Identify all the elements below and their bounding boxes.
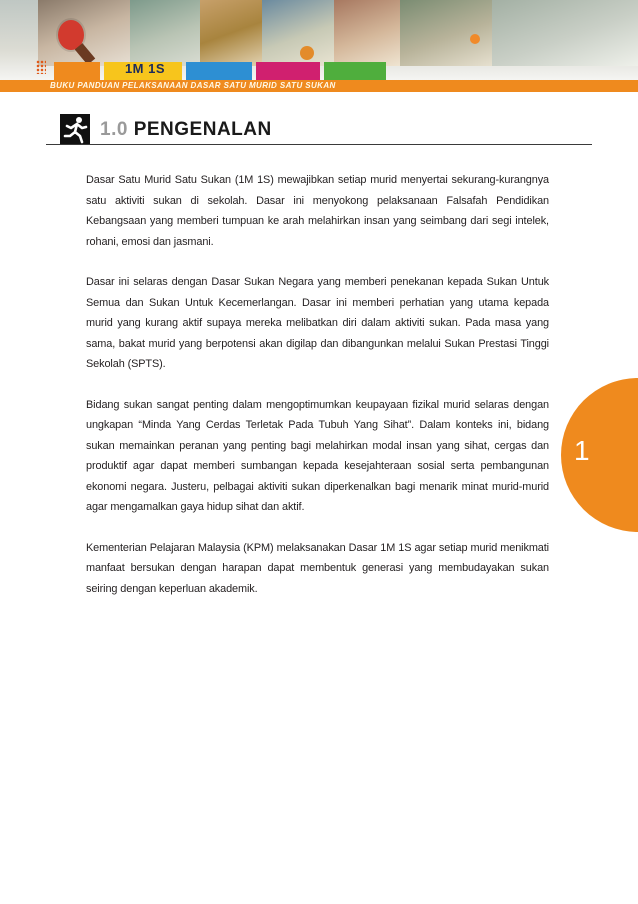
section-heading	[60, 114, 592, 146]
sports-photo-3	[200, 0, 263, 66]
paragraph: Kementerian Pelajaran Malaysia (KPM) melaksanakan Dasar 1M 1S agar setiap murid menikmati manfaat bersukan dengan harapan dapat membentuk generasi yang membudayakan sukan seiring dengan keperluan akademik.	[86, 541, 549, 595]
ball-icon	[470, 34, 480, 44]
sports-photo-6	[400, 0, 493, 66]
sports-photo-7	[492, 0, 638, 66]
body-content	[86, 170, 549, 619]
section-title	[100, 119, 272, 141]
paragraph: Bidang sukan sangat penting dalam mengoptimumkan keupayaan fizikal murid selaras dengan ungkapan “Minda Yang Cerdas Terletak Pada Tubuh Yang Sihat”. Dalam konteks ini, bidang sukan memainkan peranan yang penting bagi melahirkan modal insan yang sihat, cergas dan produktif agar dapat memberi sumbangan kepada kesejahteraan sosial serta pembangunan ekonomi negara. Justeru, pelbagai aktiviti sukan diperkenalkan bagi menarik minat murid-murid agar mengamalkan gaya hidup sihat dan aktif.	[86, 398, 549, 513]
sports-photo-2	[130, 0, 201, 66]
color-swatch-blue	[186, 62, 252, 80]
color-swatch-green	[324, 62, 386, 80]
runner-icon	[60, 114, 90, 144]
page-number: 1	[574, 435, 590, 466]
ball-icon	[300, 46, 314, 60]
color-swatch-magenta	[256, 62, 320, 80]
header-strip-text: BUKU PANDUAN PELAKSANAAN DASAR SATU MURID SATU SUKAN	[50, 81, 336, 90]
color-swatch-orange	[54, 62, 100, 80]
section-title-text: PENGENALAN	[133, 119, 272, 140]
logo-text: 1M 1S	[124, 61, 166, 76]
sports-photo-5	[334, 0, 401, 66]
heading-rule	[46, 144, 592, 145]
sports-photo-4	[262, 0, 335, 66]
page-tab	[561, 378, 638, 532]
paragraph: Dasar ini selaras dengan Dasar Sukan Negara yang memberi penekanan kepada Sukan Untuk Semua dan Sukan Untuk Kecemerlangan. Dasar ini memberi perhatian yang utama kepada murid yang kurang aktif supaya mereka melibatkan diri dalam aktiviti sukan. Pada masa yang sama, bakat murid yang berpotensi akan digilap dan dibangunkan melalui Sukan Prestasi Tinggi Sekolah (SPTS).	[86, 276, 549, 370]
section-number: 1.0	[100, 119, 128, 140]
paragraph: Dasar Satu Murid Satu Sukan (1M 1S) mewajibkan setiap murid menyertai sekurang-kurangnya satu aktiviti sukan di sekolah. Dasar ini menyokong pelaksanaan Falsafah Pendidikan Kebangsaan yang memberi tumpuan ke arah melahirkan insan yang seimbang dari segi intelek, rohani, emosi dan jasmani.	[86, 174, 549, 248]
header-banner	[0, 0, 638, 92]
dot-pattern	[36, 60, 46, 74]
